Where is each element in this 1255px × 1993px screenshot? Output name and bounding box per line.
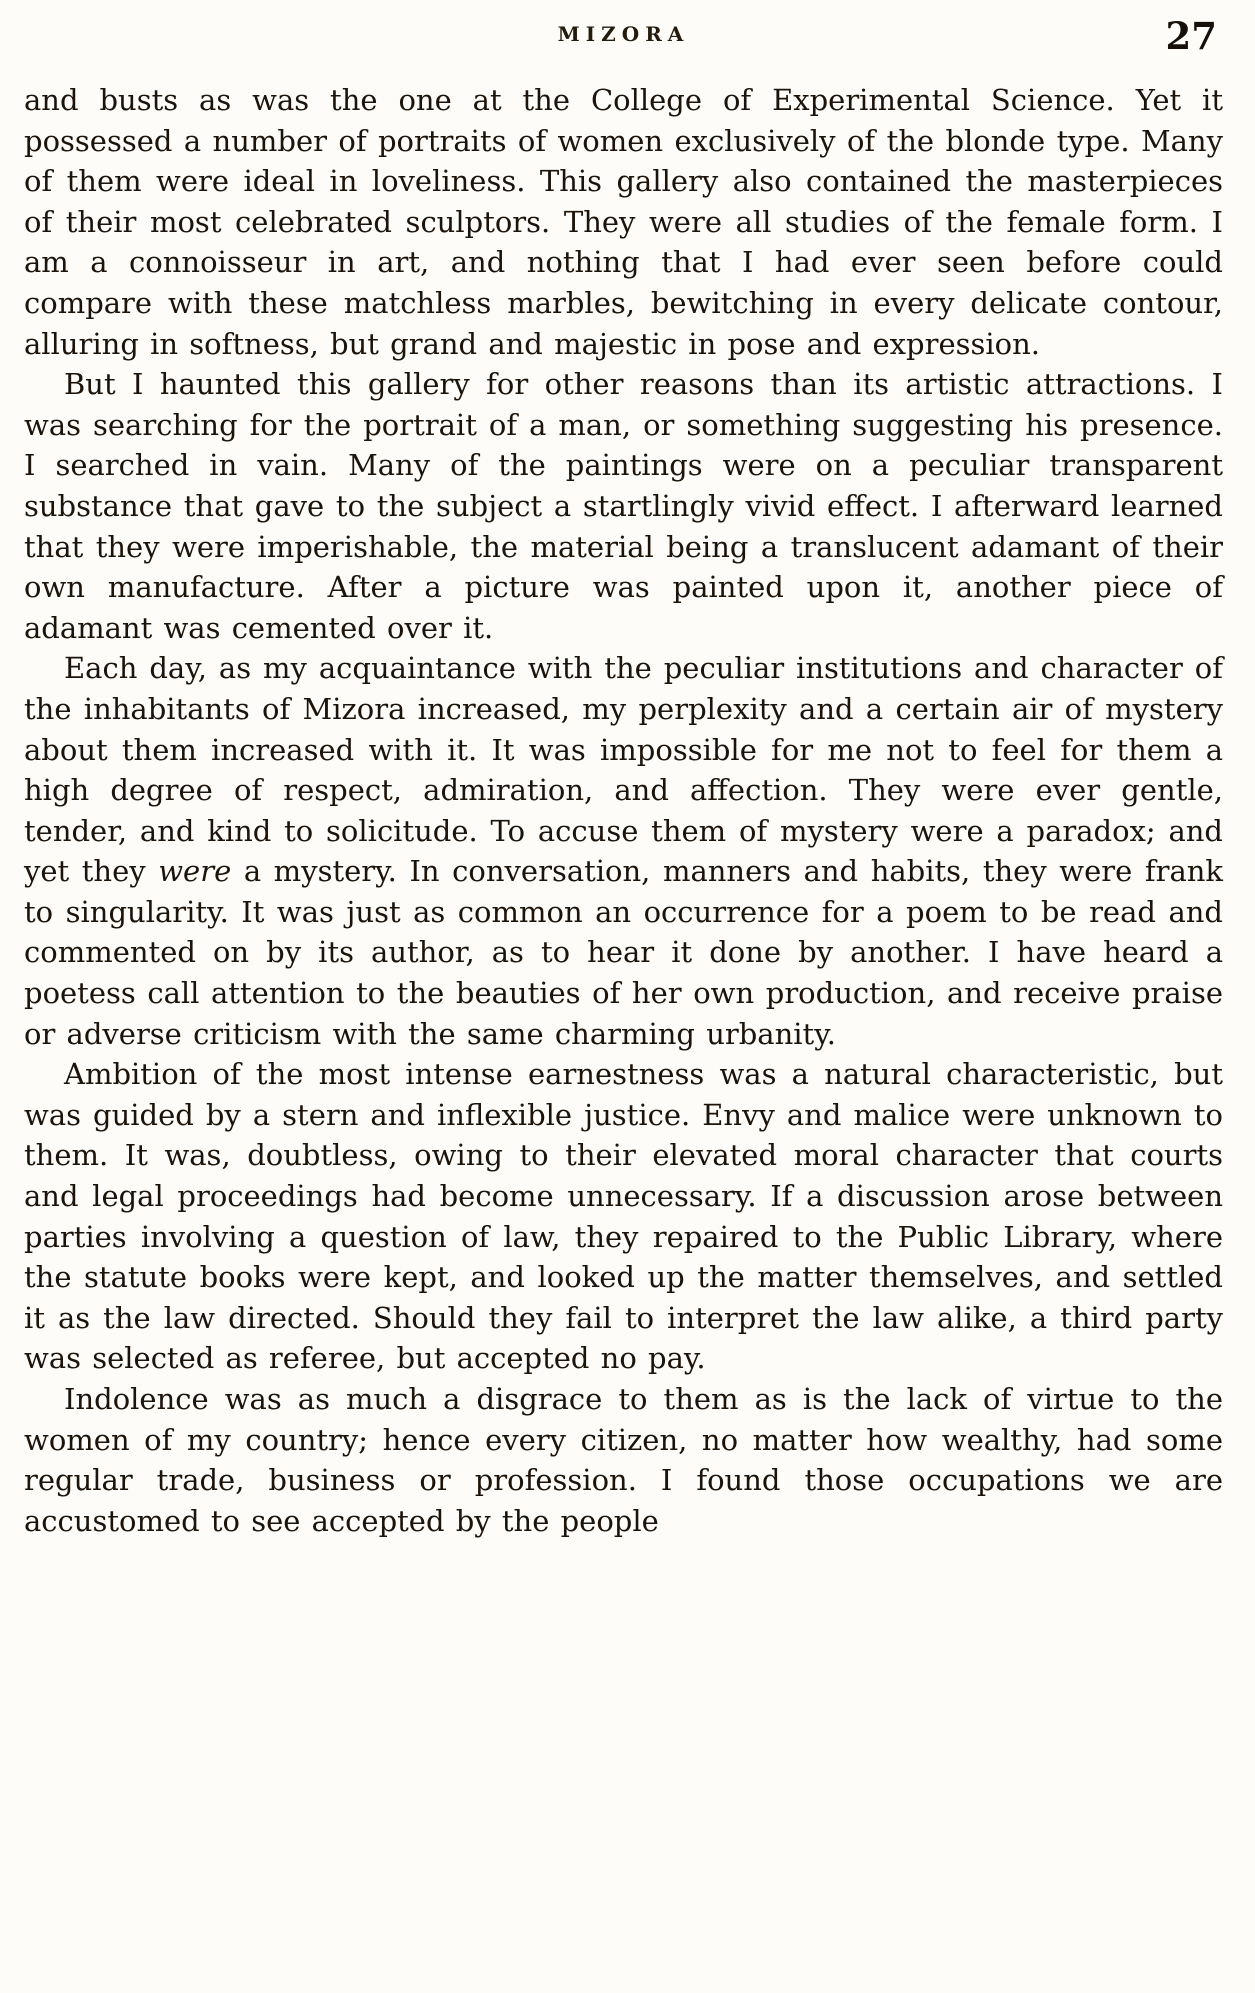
page-number: 27 — [1165, 14, 1217, 58]
paragraph — [24, 1054, 1223, 1379]
text-run: Ambition of the most intense earnestness was a natural characteristic, but was guided by a stern and inflexible justice. Envy and malice were unknown to them. It was, doubtless, owing to their elevated moral character that courts and legal proceedings had become unnecessary. If a discussion arose between parties involving a question of law, they repaired to the Public Library, where the statute books were kept, and looked up the matter themselves, and settled it as the law directed. Should they fail to interpret the law alike, a third party was selected as referee, but accepted no pay. — [24, 1057, 1223, 1376]
paragraph — [24, 1379, 1223, 1541]
text-run: a mystery. In conversation, manners and habits, they were frank to singularity. It was just as common an occurrence for a poem to be read and commented on by its author, as to hear it done by another. I have heard a poetess call attention to the beauties of her own production, and receive praise or adverse criticism with the same charming urbanity. — [24, 854, 1223, 1051]
text-run: But I haunted this gallery for other reasons than its artistic attractions. I was searching for the portrait of a man, or something suggesting his presence. I searched in vain. Many of the paintings were on a peculiar transparent substance that gave to the subject a startlingly vivid effect. I afterward learned that they were imperishable, the material being a translucent adamant of their own manufacture. After a picture was painted upon it, another piece of adamant was cemented over it. — [24, 367, 1223, 645]
emphasized-text: were — [158, 854, 232, 889]
text-run: Indolence was as much a disgrace to them as is the lack of virtue to the women of my country; hence every citizen, no matter how wealthy, had some regular trade, business or profession. I found those occupations we are accustomed to see accepted by the people — [24, 1382, 1223, 1538]
running-header — [24, 14, 1223, 66]
text-run: Each day, as my acquaintance with the peculiar institutions and character of the inhabitants of Mizora increased, my perplexity and a certain air of mystery about them increased with it. It was impossible for me not to feel for them a high degree of respect, admiration, and affection. They were ever gentle, tender, and kind to solicitude. To accuse them of mystery were a paradox; and yet they — [24, 651, 1223, 889]
paragraph — [24, 648, 1223, 1054]
page-body — [24, 80, 1223, 1541]
paragraph — [24, 80, 1223, 364]
text-run: and busts as was the one at the College of Experimental Science. Yet it possessed a number of portraits of women exclusively of the blonde type. Many of them were ideal in loveliness. This gallery also contained the masterpieces of their most celebrated sculptors. They were all studies of the female form. I am a connoisseur in art, and nothing that I had ever seen before could compare with these matchless marbles, bewitching in every delicate contour, alluring in softness, but grand and majestic in pose and expression. — [24, 83, 1223, 361]
running-head-title: MIZORA — [557, 22, 690, 46]
paragraph — [24, 364, 1223, 648]
